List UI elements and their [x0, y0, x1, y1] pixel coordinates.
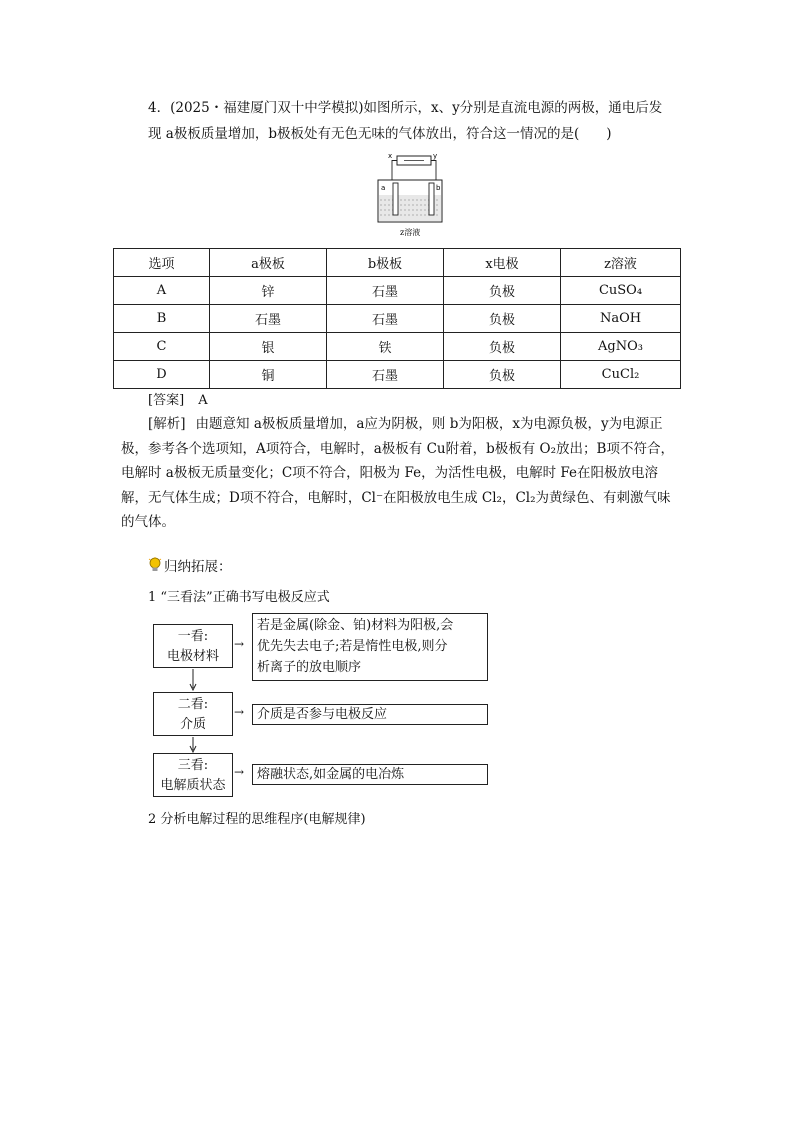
label-y: y [433, 152, 438, 160]
table-cell: 石墨 [327, 277, 444, 305]
step2-content-line1: 介质是否参与电极反应 [257, 707, 388, 722]
table-cell: C [114, 333, 210, 361]
label-b: b [436, 184, 441, 192]
table-row [114, 277, 681, 305]
section1-heading: 1 “三看法”正确书写电极反应式 [148, 590, 330, 605]
right-arrow-icon: → [234, 705, 245, 719]
table-cell: 银 [210, 333, 327, 361]
down-arrow-icon [188, 737, 198, 753]
header-cell: 选项 [114, 249, 210, 277]
table-cell: 石墨 [210, 305, 327, 333]
options-table [113, 248, 681, 389]
label-a: a [381, 184, 386, 192]
table-row [114, 333, 681, 361]
step3-label-box [153, 753, 233, 797]
step1-content-line1: 若是金属(除金、铂)材料为阳极,会 [257, 618, 454, 633]
step3-label-line1: 三看: [177, 758, 209, 773]
table-header-row [114, 249, 681, 277]
answer [148, 389, 208, 408]
table-cell: 锌 [210, 277, 327, 305]
right-arrow-icon: → [234, 765, 245, 779]
table-cell: AgNO₃ [561, 333, 681, 361]
down-arrow-icon [188, 669, 198, 691]
question-line-2: 现 a极板质量增加，b极板处有无色无味的气体放出，符合这一情况的是( ) [148, 126, 612, 142]
step2-content-box [252, 704, 488, 725]
electrolysis-cell-diagram [370, 150, 450, 238]
step1-label-box [153, 624, 233, 668]
question-text [148, 95, 688, 147]
step1-content-line3: 析离子的放电顺序 [257, 660, 362, 675]
question-line-1: 4．(2025・福建厦门双十中学模拟)如图所示，x、y分别是直流电源的两极，通电后发 [148, 100, 663, 116]
header-cell: x电极 [444, 249, 561, 277]
table-cell: 负极 [444, 333, 561, 361]
header-cell: z溶液 [561, 249, 681, 277]
table-cell: CuCl₂ [561, 361, 681, 389]
figure-caption: z溶液 [400, 228, 421, 237]
extension-title: 归纳拓展： [164, 559, 232, 575]
answer-value: A [198, 393, 208, 408]
label-x: x [388, 152, 393, 160]
explanation-label: [解析] [148, 416, 186, 432]
header-cell: b极板 [327, 249, 444, 277]
right-arrow-icon: → [234, 637, 245, 651]
step3-content-box [252, 764, 488, 785]
explanation [121, 412, 683, 535]
table-cell: 铁 [327, 333, 444, 361]
step1-content-line2: 优先失去电子;若是惰性电极,则分 [257, 639, 448, 654]
section2-heading: 2 分析电解过程的思维程序(电解规律) [148, 812, 366, 827]
step3-label-line2: 电解质状态 [160, 778, 226, 793]
step2-label-line2: 介质 [179, 717, 206, 732]
table-cell: 石墨 [327, 305, 444, 333]
table-row [114, 361, 681, 389]
table-cell: B [114, 305, 210, 333]
table-cell: 负极 [444, 361, 561, 389]
extension-heading [148, 555, 232, 575]
answer-label: [答案] [148, 393, 185, 408]
table-cell: D [114, 361, 210, 389]
step2-label-line1: 二看: [177, 697, 209, 712]
table-cell: 铜 [210, 361, 327, 389]
step3-content-line1: 熔融状态,如金属的电冶炼 [257, 767, 405, 782]
step1-label-line1: 一看: [177, 629, 209, 644]
header-cell: a极板 [210, 249, 327, 277]
step2-label-box [153, 692, 233, 736]
step1-label-line2: 电极材料 [166, 649, 219, 664]
table-cell: CuSO₄ [561, 277, 681, 305]
table-row [114, 305, 681, 333]
table-cell: NaOH [561, 305, 681, 333]
table-cell: 负极 [444, 277, 561, 305]
table-cell: 负极 [444, 305, 561, 333]
table-cell: A [114, 277, 210, 305]
table-cell: 石墨 [327, 361, 444, 389]
step1-content-box [252, 613, 488, 681]
lightbulb-icon [148, 557, 162, 573]
explanation-text: 由题意知 a极板质量增加，a应为阴极，则 b为阳极，x为电源负极，y为电源正极，参考各个选项知，A项符合，电解时，a极板有 Cu附着，b极板有 O₂放出；B项不符合，电解时 a极板无质量变化；C项不符合，阳极为 Fe，为活性电极，电解时 Fe在阳极放电溶解，无气体生成；D项不符合，电解时，Cl⁻在阳极放电生成 Cl₂，Cl₂为黄绿色、有刺激气味的气体。 [121, 416, 674, 530]
